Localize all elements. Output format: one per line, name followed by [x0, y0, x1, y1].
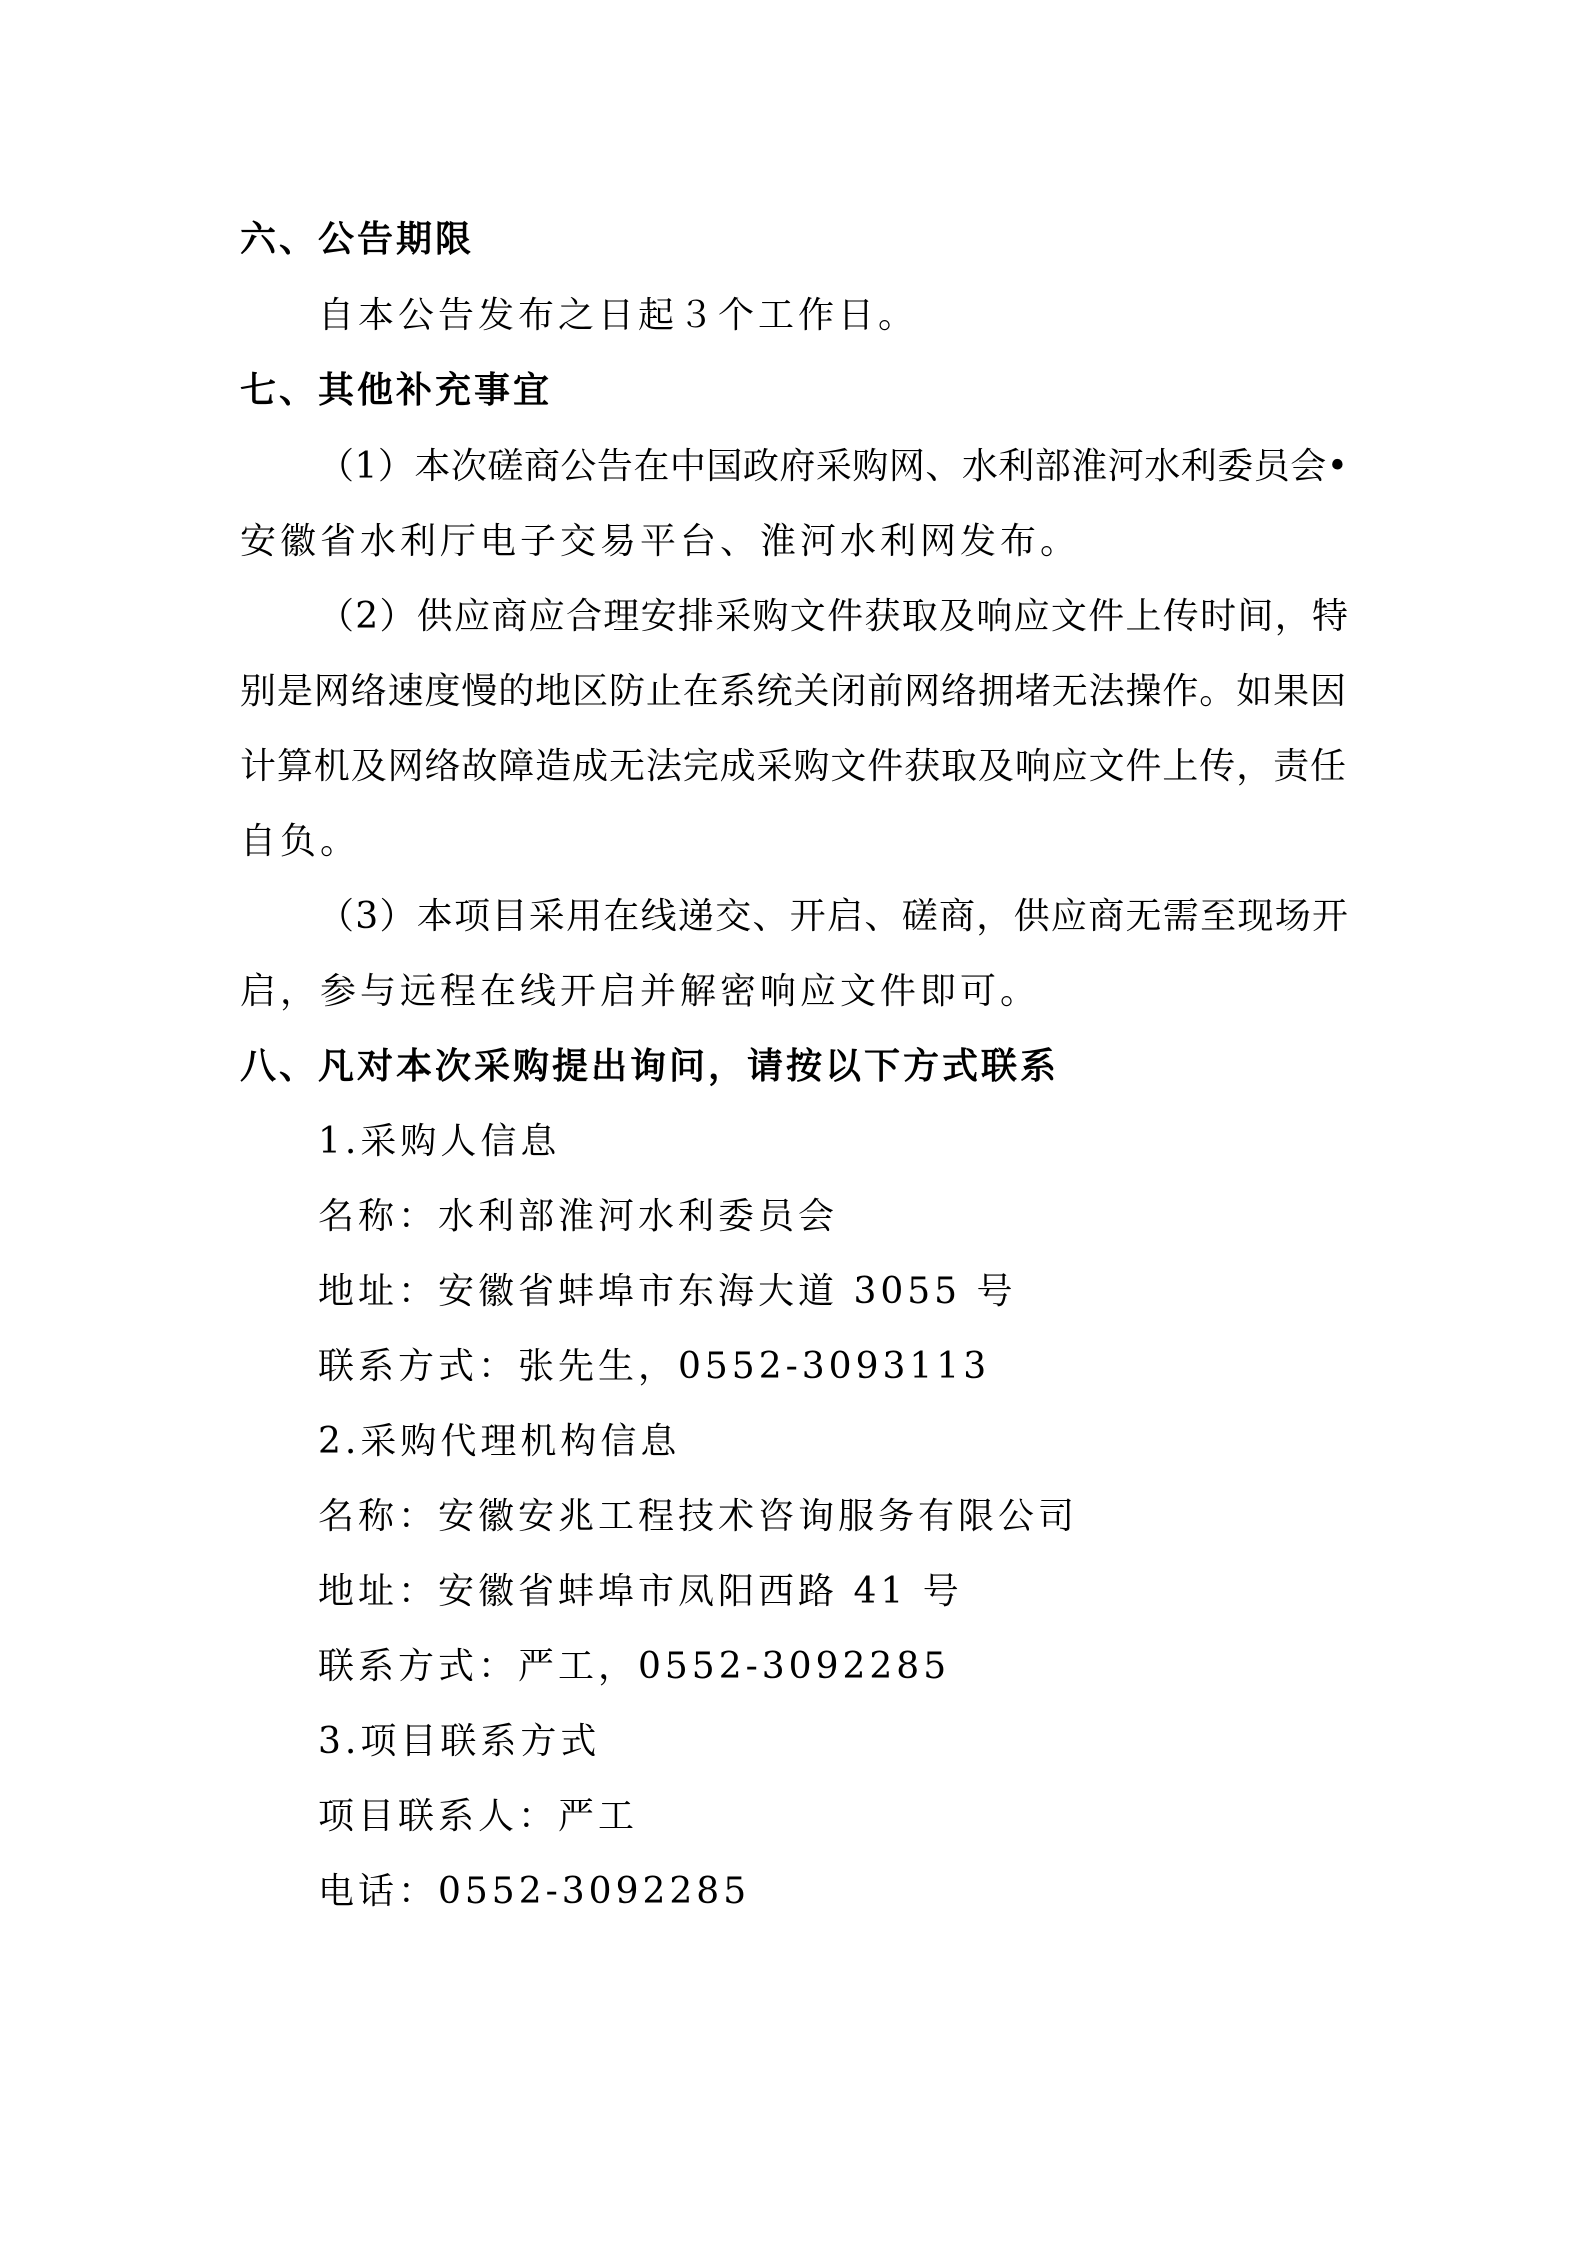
purchaser-name: 名称：水利部淮河水利委员会: [318, 1196, 839, 1237]
supplement-item-1-line-1: （1）本次磋商公告在中国政府采购网、水利部淮河水利委员会•: [318, 446, 1348, 487]
supplement-item-3-line-2: 启，参与远程在线开启并解密响应文件即可。: [240, 971, 1041, 1012]
agency-address: 地址：安徽省蚌埠市凤阳西路 41 号: [318, 1571, 963, 1612]
announcement-period-text: 自本公告发布之日起３个工作日。: [318, 295, 919, 336]
purchaser-info-title: 1.采购人信息: [318, 1121, 561, 1162]
purchaser-address: 地址：安徽省蚌埠市东海大道 3055 号: [318, 1271, 1017, 1312]
supplement-item-2-line-4: 自负。: [240, 821, 361, 862]
project-contact-phone: 电话：0552-3092285: [318, 1871, 751, 1912]
supplement-item-2-line-2: 别是网络速度慢的地区防止在系统关闭前网络拥堵无法操作。如果因: [240, 671, 1346, 712]
section-heading-contact-info: 八、凡对本次采购提出询问，请按以下方式联系: [240, 1046, 1060, 1087]
agency-info-title: 2.采购代理机构信息: [318, 1421, 681, 1462]
section-heading-supplementary-matters: 七、其他补充事宜: [240, 370, 553, 411]
purchaser-contact: 联系方式：张先生，0552-3093113: [318, 1346, 991, 1387]
supplement-item-2-line-3: 计算机及网络故障造成无法完成采购文件获取及响应文件上传，责任: [240, 746, 1346, 787]
supplement-item-1-line-2: 安徽省水利厅电子交易平台、淮河水利网发布。: [240, 521, 1081, 562]
section-heading-announcement-period: 六、公告期限: [240, 219, 475, 260]
project-contact-person: 项目联系人：严工: [318, 1796, 639, 1837]
agency-contact: 联系方式：严工，0552-3092285: [318, 1646, 951, 1687]
agency-name: 名称：安徽安兆工程技术咨询服务有限公司: [318, 1496, 1079, 1537]
supplement-item-2-line-1: （2）供应商应合理安排采购文件获取及响应文件上传时间，特: [318, 596, 1348, 637]
supplement-item-3-line-1: （3）本项目采用在线递交、开启、磋商，供应商无需至现场开: [318, 896, 1348, 937]
project-contact-title: 3.项目联系方式: [318, 1721, 601, 1762]
